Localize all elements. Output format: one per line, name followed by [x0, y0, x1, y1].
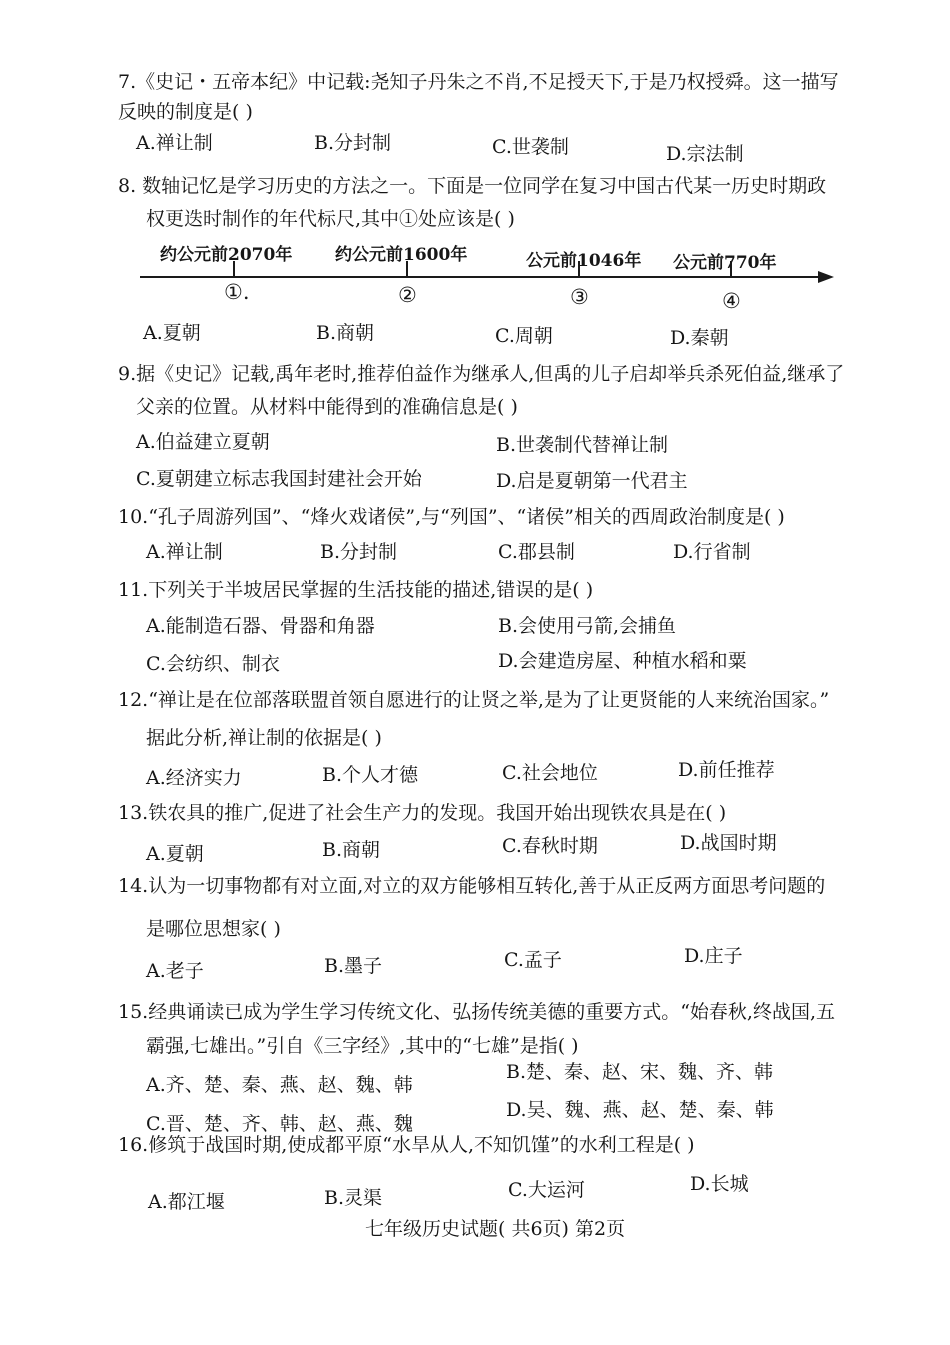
question-14-option-b: B.墨子	[324, 955, 383, 977]
question-16-option-c: C.大运河	[508, 1179, 585, 1201]
timeline-label-4: 公元前770年	[673, 253, 777, 273]
question-7-option-c: C.世袭制	[492, 136, 569, 158]
question-14-line-2: 是哪位思想家( )	[146, 918, 281, 940]
question-12-line-2: 据此分析,禅让制的依据是( )	[146, 727, 382, 749]
question-10-line-1: 10.“孔子周游列国”、“烽火戏诸侯”,与“列国”、“诸侯”相关的西周政治制度是( )	[118, 506, 785, 528]
question-9-line-1: 9.据《史记》记载,禹年老时,推荐伯益作为继承人,但禹的儿子启却举兵杀死伯益,继承了	[118, 363, 845, 385]
question-15-option-d: D.吴、魏、燕、赵、楚、秦、韩	[506, 1099, 774, 1121]
question-7-option-b: B.分封制	[314, 132, 392, 154]
question-16-line-1: 16.修筑于战国时期,使成都平原“水旱从人,不知饥馑”的水利工程是( )	[118, 1134, 695, 1156]
timeline-marker-2: ②	[398, 283, 417, 307]
question-15-option-b: B.楚、秦、赵、宋、魏、齐、韩	[506, 1061, 774, 1083]
question-8-line-2: 权更迭时制作的年代标尺,其中①处应该是( )	[146, 208, 515, 230]
page-footer: 七年级历史试题( 共6页) 第2页	[365, 1218, 626, 1240]
question-14-option-d: D.庄子	[684, 945, 743, 967]
question-10-option-a: A.禅让制	[146, 541, 223, 563]
question-15-option-a: A.齐、楚、秦、燕、赵、魏、韩	[146, 1074, 413, 1096]
question-13-option-d: D.战国时期	[680, 832, 777, 854]
timeline-marker-3: ③	[570, 285, 589, 309]
question-15-option-c: C.晋、楚、齐、韩、赵、燕、魏	[146, 1113, 413, 1135]
question-9-line-2: 父亲的位置。从材料中能得到的准确信息是( )	[136, 396, 518, 418]
question-13-option-c: C.春秋时期	[502, 835, 598, 857]
question-12-line-1: 12.“禅让是在位部落联盟首领自愿进行的让贤之举,是为了让更贤能的人来统治国家。”	[118, 689, 830, 711]
question-13-option-b: B.商朝	[322, 839, 381, 861]
timeline-marker-1: ①.	[224, 280, 250, 304]
timeline-label-2: 约公元前1600年	[335, 245, 468, 265]
question-10-option-c: C.郡县制	[498, 541, 575, 563]
question-9-option-b: B.世袭制代替禅让制	[496, 434, 669, 456]
question-16-option-d: D.长城	[690, 1173, 749, 1195]
question-11-option-b: B.会使用弓箭,会捕鱼	[498, 615, 677, 637]
question-13-option-a: A.夏朝	[146, 843, 204, 865]
question-8-option-a: A.夏朝	[143, 322, 201, 344]
question-16-option-a: A.都江堰	[148, 1191, 225, 1213]
question-12-option-b: B.个人才德	[322, 764, 419, 786]
question-12-option-c: C.社会地位	[502, 762, 598, 784]
question-11-option-a: A.能制造石器、骨器和角器	[146, 615, 375, 637]
question-14-option-a: A.老子	[146, 960, 204, 982]
question-9-option-d: D.启是夏朝第一代君主	[496, 470, 688, 492]
question-13-line-1: 13.铁农具的推广,促进了社会生产力的发现。我国开始出现铁农具是在( )	[118, 802, 727, 824]
question-8-option-d: D.秦朝	[670, 327, 729, 349]
question-11-option-c: C.会纺织、制衣	[146, 653, 280, 675]
question-9-option-c: C.夏朝建立标志我国封建社会开始	[136, 468, 422, 490]
question-14-line-1: 14.认为一切事物都有对立面,对立的双方能够相互转化,善于从正反两方面思考问题的	[118, 875, 826, 897]
question-10-option-d: D.行省制	[673, 541, 751, 563]
timeline-label-1: 约公元前2070年	[160, 245, 293, 265]
question-14-option-c: C.孟子	[504, 949, 562, 971]
question-15-line-2: 霸强,七雄出。”引自《三字经》,其中的“七雄”是指( )	[146, 1035, 579, 1057]
timeline-arrow-icon	[818, 271, 834, 283]
question-9-option-a: A.伯益建立夏朝	[136, 431, 270, 453]
question-11-line-1: 11.下列关于半坡居民掌握的生活技能的描述,错误的是( )	[118, 579, 594, 601]
question-10-option-b: B.分封制	[320, 541, 398, 563]
question-8-line-1: 8. 数轴记忆是学习历史的方法之一。下面是一位同学在复习中国古代某一历史时期政	[118, 175, 827, 197]
question-8-option-b: B.商朝	[316, 322, 375, 344]
question-8-option-c: C.周朝	[495, 325, 553, 347]
timeline-label-3: 公元前1046年	[526, 251, 642, 271]
question-7-line-1: 7.《史记・五帝本纪》中记载:尧知子丹朱之不肖,不足授天下,于是乃权授舜。这一描写	[118, 71, 839, 93]
question-15-line-1: 15.经典诵读已成为学生学习传统文化、弘扬传统美德的重要方式。“始春秋,终战国,五	[118, 1001, 836, 1023]
question-12-option-a: A.经济实力	[146, 767, 242, 789]
question-7-option-a: A.禅让制	[136, 132, 213, 154]
timeline-axis	[140, 276, 820, 278]
question-7-line-2: 反映的制度是( )	[118, 101, 253, 123]
question-16-option-b: B.灵渠	[324, 1187, 383, 1209]
question-12-option-d: D.前任推荐	[678, 759, 775, 781]
timeline-marker-4: ④	[722, 289, 741, 313]
question-11-option-d: D.会建造房屋、种植水稻和粟	[498, 650, 747, 672]
question-7-option-d: D.宗法制	[666, 143, 744, 165]
